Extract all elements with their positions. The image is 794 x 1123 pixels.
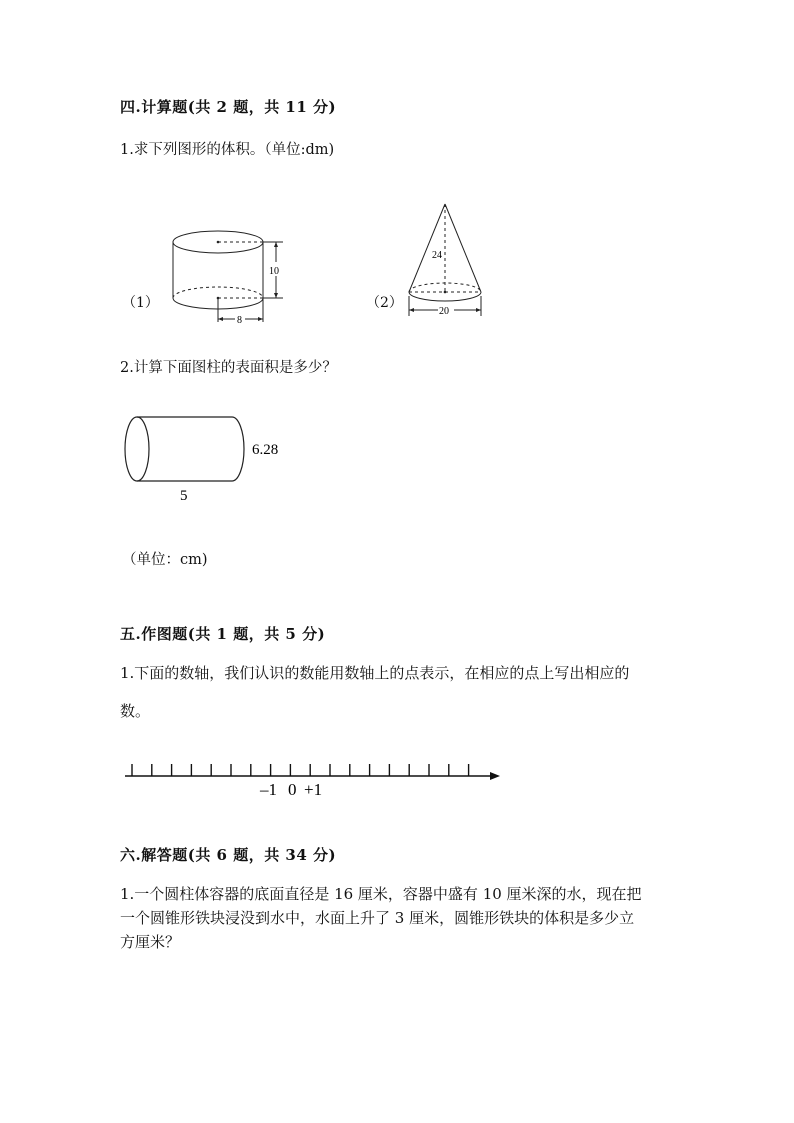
length-label: 5 — [180, 488, 188, 504]
cylinder-right-end — [232, 417, 244, 481]
figure-1-label: （1） — [122, 295, 159, 311]
cylinder-figure — [165, 222, 295, 328]
cone-left-side — [409, 204, 445, 292]
question-4-1-text: 1.求下列图形的体积。（单位:dm) — [120, 142, 335, 158]
label-minus-one: –1 — [260, 780, 277, 799]
section-6-title: 六.解答题(共 6 题，共 34 分) — [120, 846, 337, 864]
cylinder-height-label: 10 — [269, 266, 279, 277]
question-6-1-line-2: 一个圆锥形铁块浸没到水中，水面上升了 3 厘米，圆锥形铁块的体积是多少立 — [120, 909, 635, 927]
lying-cylinder-figure — [120, 410, 300, 510]
label-zero: 0 — [288, 780, 297, 799]
number-line — [120, 758, 510, 800]
figure-2-label: （2） — [366, 295, 403, 311]
section-5-title: 五.作图题(共 1 题，共 5 分) — [120, 625, 326, 643]
cone-figure — [400, 198, 492, 322]
question-6-1-line-1: 1.一个圆柱体容器的底面直径是 16 厘米，容器中盛有 10 厘米深的水，现在把 — [120, 885, 642, 903]
cone-height-label: 24 — [432, 250, 442, 261]
cone-diameter-label: 20 — [439, 306, 449, 317]
cylinder-left-end — [125, 417, 149, 481]
question-5-1-line-2: 数。 — [120, 702, 151, 720]
section-4-title: 四.计算题(共 2 题，共 11 分) — [120, 98, 337, 116]
question-4-2-text: 2.计算下面图柱的表面积是多少？ — [120, 360, 337, 376]
circumference-label: 6.28 — [252, 442, 279, 458]
question-5-1-line-1: 1.下面的数轴，我们认识的数能用数轴上的点表示，在相应的点上写出相应的 — [120, 664, 630, 682]
cylinder-radius-label: 8 — [237, 315, 242, 326]
question-6-1-line-3: 方厘米？ — [120, 933, 181, 951]
label-plus-one: +1 — [304, 780, 323, 799]
unit-note: （单位：cm) — [122, 552, 208, 568]
number-line-arrow — [490, 772, 500, 780]
cylinder-bottom-back-arc — [173, 287, 263, 298]
cone-right-side — [445, 204, 481, 292]
cone-base-front-arc — [409, 292, 481, 301]
